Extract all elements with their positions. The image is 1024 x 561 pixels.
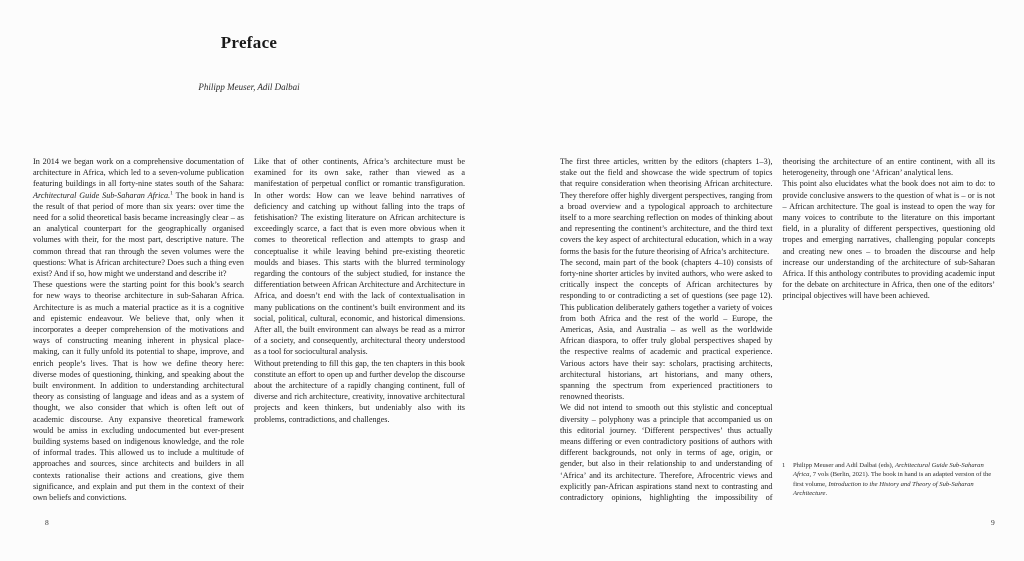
page-number-right: 9 — [991, 518, 995, 527]
paragraph — [783, 178, 996, 301]
text-run: Without pretending to fill this gap, the ten chapters in this book constitute an effort to open up and further develop the discourse about the architecture of a rapidly changing continent, full of diverse and rich architecture, creativity, innovative architectural projects and keen thinkers, but undeniably also with its problems, contradictions, and challenges. — [254, 358, 465, 424]
italic-text-run: Architectural Guide Sub-Saharan Africa — [793, 462, 984, 479]
italic-text-run: Introduction to the History and Theory of Sub-Saharan Architecture — [793, 480, 974, 497]
text-run: The second, main part of the book (chapters 4–10) consists of forty-nine shorter articles by invited authors, who were asked to critically inspect the concepts of African architectures by responding to or contradicting a set of questions (see page 12). This publication deliberately gathers together a variety of voices from both Africa and the rest of the world – Europe, the Americas, Asia, and Australia – as well as the worldwide African diaspora, to offer truly global perspectives shaped by the respective realms of academic and practical experience. Various actors have their say: scholars, practising architects, architectural historians, art historians, and many others, spanning the spectrum from experienced practitioners to renowned theorists. — [560, 257, 773, 402]
paragraph — [254, 358, 465, 425]
footnote — [782, 461, 996, 498]
text-run: Like that of other continents, Africa’s architecture must be examined for its own sake, rather than viewed as a manifestation of perpetual conflict or romantic transfiguration. In other words: How can we leave behind narratives of deficiency and catching up without falling into the traps of fetishisation? The existing literature on African architecture is exceedingly scarce, a fact that is even more obvious when it comes to theoretical reflection and attempts to grasp and conceptualise it while leaving behind pre-existing theoretic moulds and biases. This starts with the blurred terminology regarding the contours of the subject studied, for instance the differentiation between African Architecture and Architecture in Africa, and doesn’t end with the lack of contextualisation in many publications on the continent’s built environment and its social, political, cultural, economic, and historical dimensions. After all, the built environment can always be read as a mirror of a society, and consequently, architectural theory understood as a tool for sociocultural analysis. — [254, 157, 465, 357]
paragraph — [560, 257, 773, 403]
paragraph — [254, 156, 465, 358]
right-page-body — [560, 156, 995, 504]
footnote-marker: 1 — [782, 462, 786, 469]
text-run: These questions were the starting point for this book’s search for new ways to theorise architecture in sub-Saharan Africa. Architecture is as much a material practice as it is a cognitive and epistemic endeavour. We believe that, only when it incorporates a deeper comprehension of the motivations and ways of constructing meaning inherent in physical place-making, can it fully unfold its potential to shape, improve, and enrich people’s lives. That is how we define theory here: diverse modes of questioning, thinking, and speaking about the built environment. In addition to understanding architectural theory as consisting of language and ideas and as a system of thought, we also consider that which is often left out of academic discourse. Any expansive theoretical framework would be amiss in excluding undocumented but ever-present building systems based on indigenous knowledge, and the role of informal trades. This allowed us to include a multitude of approaches and sources, since architects and builders in all contexts rationalise their actions and creations, give them significance, and explain and put them in the context of their own beliefs and convictions. — [33, 280, 244, 503]
right-page — [512, 0, 1024, 561]
text-run: , 7 vols (Berlin, 2021). The book in hand is an adapted version of the first volume, — [793, 471, 992, 488]
text-run: This point also elucidates what the book does not aim to do: to provide conclusive answers to the question of what is – or is not – African architecture. The goal is instead to open the way for many voices to contribute to the literature on this important field, in a plurality of different perspectives, questioning old tropes and emerging narratives, challenging popular concepts and creating new ones – to broaden the discourse and help increase our understanding of the architecture of sub-Saharan Africa. If this anthology contributes to providing academic input for the debate on architecture in Africa, then one of the editors’ principal objectives will have been achieved. — [782, 179, 995, 301]
superscript-marker: 1 — [170, 189, 173, 196]
footnote-text — [793, 461, 996, 498]
text-run: Philipp Meuser and Adil Dalbai (eds), — [793, 462, 896, 469]
italic-text-run: Architectural Guide Sub-Saharan Africa. — [33, 190, 171, 200]
page-number-left: 8 — [45, 518, 49, 527]
left-page-body — [33, 156, 465, 504]
paragraph — [560, 156, 773, 257]
text-run: In 2014 we began work on a comprehensive documentation of architecture in Africa, which led to a seven-volume publication featuring buildings in all forty-nine states south of the Sahara: — [33, 157, 244, 189]
paragraph — [33, 279, 244, 503]
text-run: . — [825, 489, 828, 497]
text-run: We did not intend to smooth out this stylistic and conceptual diversity – polyphony was a principle that accompanied us on this editorial journey. ‘Different perspectives’ thus actually means differing or even contradictory positions of authors with different backgrounds, not only in terms of age, origin, or gender, but also in their relationship to and understanding of ‘Africa’ and its architecture. Therefore, Afrocentric views and explicitly pan-African aspirations stand next to contrasting and contradictory opinions, highlighting the impossibility of theorising the architecture of an entire continent, with all its heterogeneity, through one ‘African’ analytical lens. — [560, 157, 995, 503]
paragraph — [33, 156, 244, 279]
authors-line: Philipp Meuser, Adil Dalbai — [198, 82, 300, 92]
text-run: The first three articles, written by the editors (chapters 1–3), stake out the field and showcase the wide spectrum of topics that require consideration when theorising African architecture. They therefore offer highly divergent perspectives, ranging from a broad overview and a typological approach to architecture itself to a more searching reflection on modes of thinking about and representing the continent’s architecture, and the third text covers the key aspect of architectural education, which in a way forms the basis for the future theorising of Africa’s architecture. — [560, 157, 773, 256]
text-run: The book in hand is the result of that period of more than six years: over time the need for a solid theoretical basis became increasingly clear – as an analytical counterpart for the geographically organised volumes with their, for the most part, descriptive nature. The common thread that ran through the seven volumes were the questions: What is African architecture? Does such a thing even exist? And if so, how might we understand and describe it? — [33, 190, 245, 279]
page-title: Preface — [220, 33, 278, 52]
